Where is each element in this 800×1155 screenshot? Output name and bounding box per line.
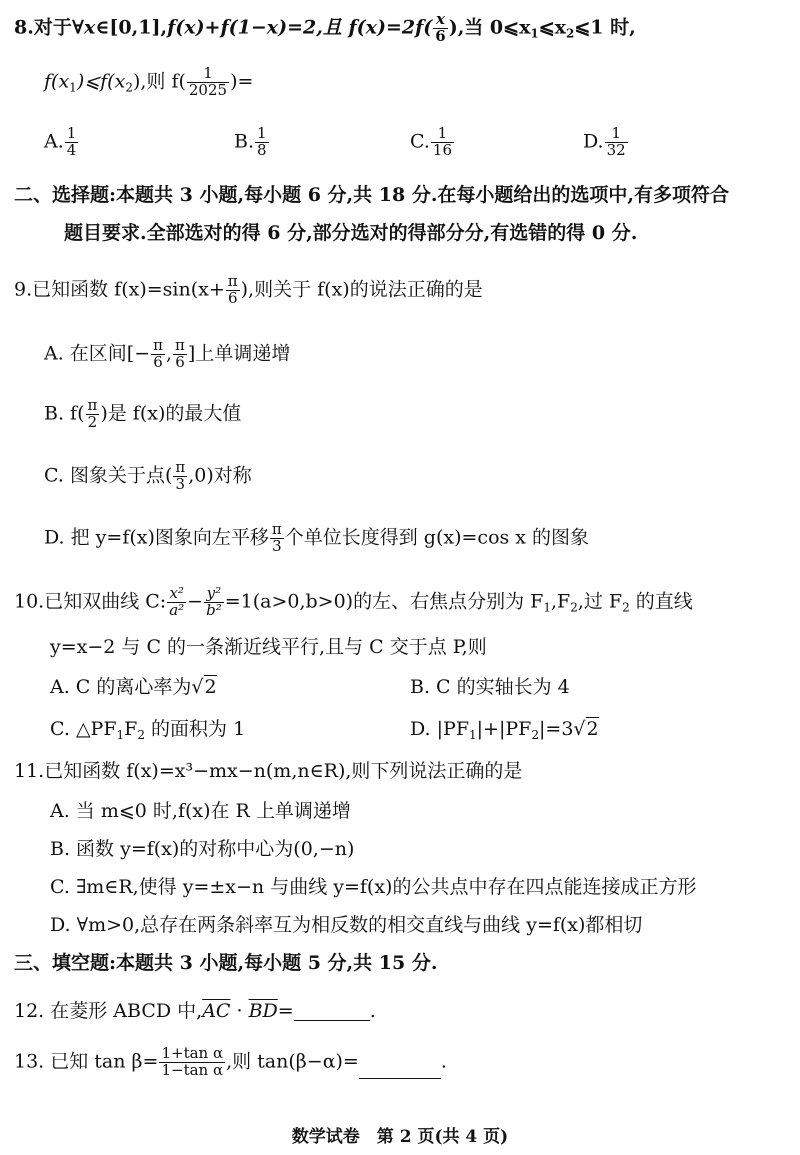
q8-line1: 8.对于∀x∈[0,1],f(x)+f(1−x)=2,且 f(x)=2f( $\frac{x}{6}$ ),当 $0⩽x_1⩽x_2⩽1$ 时, [14,10,636,45]
q8-option-a: A. $\frac{1}{4}$ [44,124,77,159]
q11-option-d: D. ∀m>0,总存在两条斜率互为相反数的相交直线与曲线 y=f(x)都相切 [50,914,643,936]
q11-stem: 11.已知函数 f(x)=x³−mx−n(m,n∈R),则下列说法正确的是 [14,760,523,782]
q10-stem-line2: y=x−2 与 C 的一条渐近线平行,且与 C 交于点 P,则 [50,636,487,658]
q9-option-d: D. 把 y=f(x)图象向左平移 $\frac{\pi}{3}$ 个单位长度得到 g(x)=cos x 的图象 [44,520,590,555]
q11-option-c: C. ∃m∈R,使得 y=±x−n 与曲线 y=f(x)的公共点中存在四点能连接成正方形 [50,876,697,898]
q10-stem-line1: 10.已知双曲线 C: $\frac{\text{x²}}{\text{a²}}$ − $\frac{\text{y²}}{\text{b²}}$ =1(a>0,b>0)的左、右焦点分别为 $F_1,F_2$,过 $F_2$ 的直线 [14,584,693,619]
page-footer: 数学试卷 第 2 页(共 4 页) [291,1127,509,1147]
q8-frac-1-2025: $\frac{1}{2025}$ [188,64,228,99]
q10-option-b: B. C 的实轴长为 4 [410,676,570,698]
section3-heading: 三、填空题:本题共 3 小题,每小题 5 分,共 15 分. [14,952,438,974]
q13-answer-blank[interactable] [359,1078,441,1079]
q11-option-a: A. 当 m⩽0 时,f(x)在 R 上单调递增 [50,800,351,822]
q13-stem: 13. 已知 tan β= $\frac{\text{1+tan α}}{\text{1−tan α}}$ ,则 tan(β−α)= . [14,1044,447,1079]
q8-option-b: B. $\frac{1}{8}$ [234,124,267,159]
q8-option-c: C. $\frac{1}{16}$ [410,124,452,159]
q8-option-d: D. $\frac{1}{32}$ [583,124,626,159]
q9-option-c: C. 图象关于点( $\frac{\pi}{3}$ ,0)对称 [44,458,252,493]
q11-option-b: B. 函数 y=f(x)的对称中心为(0,−n) [50,838,355,860]
q8-line2: $f(x_1)⩽f(x_2)$,则 f( $\frac{1}{2025}$ )= [44,64,254,99]
q10-option-d: D. $|PF_1|+|PF_2|=3√2$ [410,718,599,742]
q12-stem: 12. 在菱形 ABCD 中$,\overline{AC} \cdot \overline{BD}=$ . [14,1000,376,1022]
q12-answer-blank[interactable] [294,1020,370,1021]
q9-option-b: B. f( $\frac{\pi}{2}$ )是 f(x)的最大值 [44,396,242,431]
section2-heading: 二、选择题:本题共 3 小题,每小题 6 分,共 18 分.在每小题给出的选项中,有多项符合 [14,184,730,206]
q8-frac-x-6: $\frac{x}{6}$ [435,10,446,45]
section2-instructions: 题目要求.全部选对的得 6 分,部分选对的得部分分,有选错的得 0 分. [64,222,638,244]
q9-stem: 9.已知函数 f(x)=sin(x+ $\frac{\pi}{6}$ ),则关于 f(x)的说法正确的是 [14,272,483,307]
q9-option-a: A. 在区间[− $\frac{\pi}{6}$ , $\frac{\pi}{6}$ ]上单调递增 [44,336,291,371]
q10-option-c: C. $\triangle PF_1F_2$ 的面积为 1 [50,718,246,742]
q10-option-a: A. C 的离心率为√2 [50,676,217,698]
